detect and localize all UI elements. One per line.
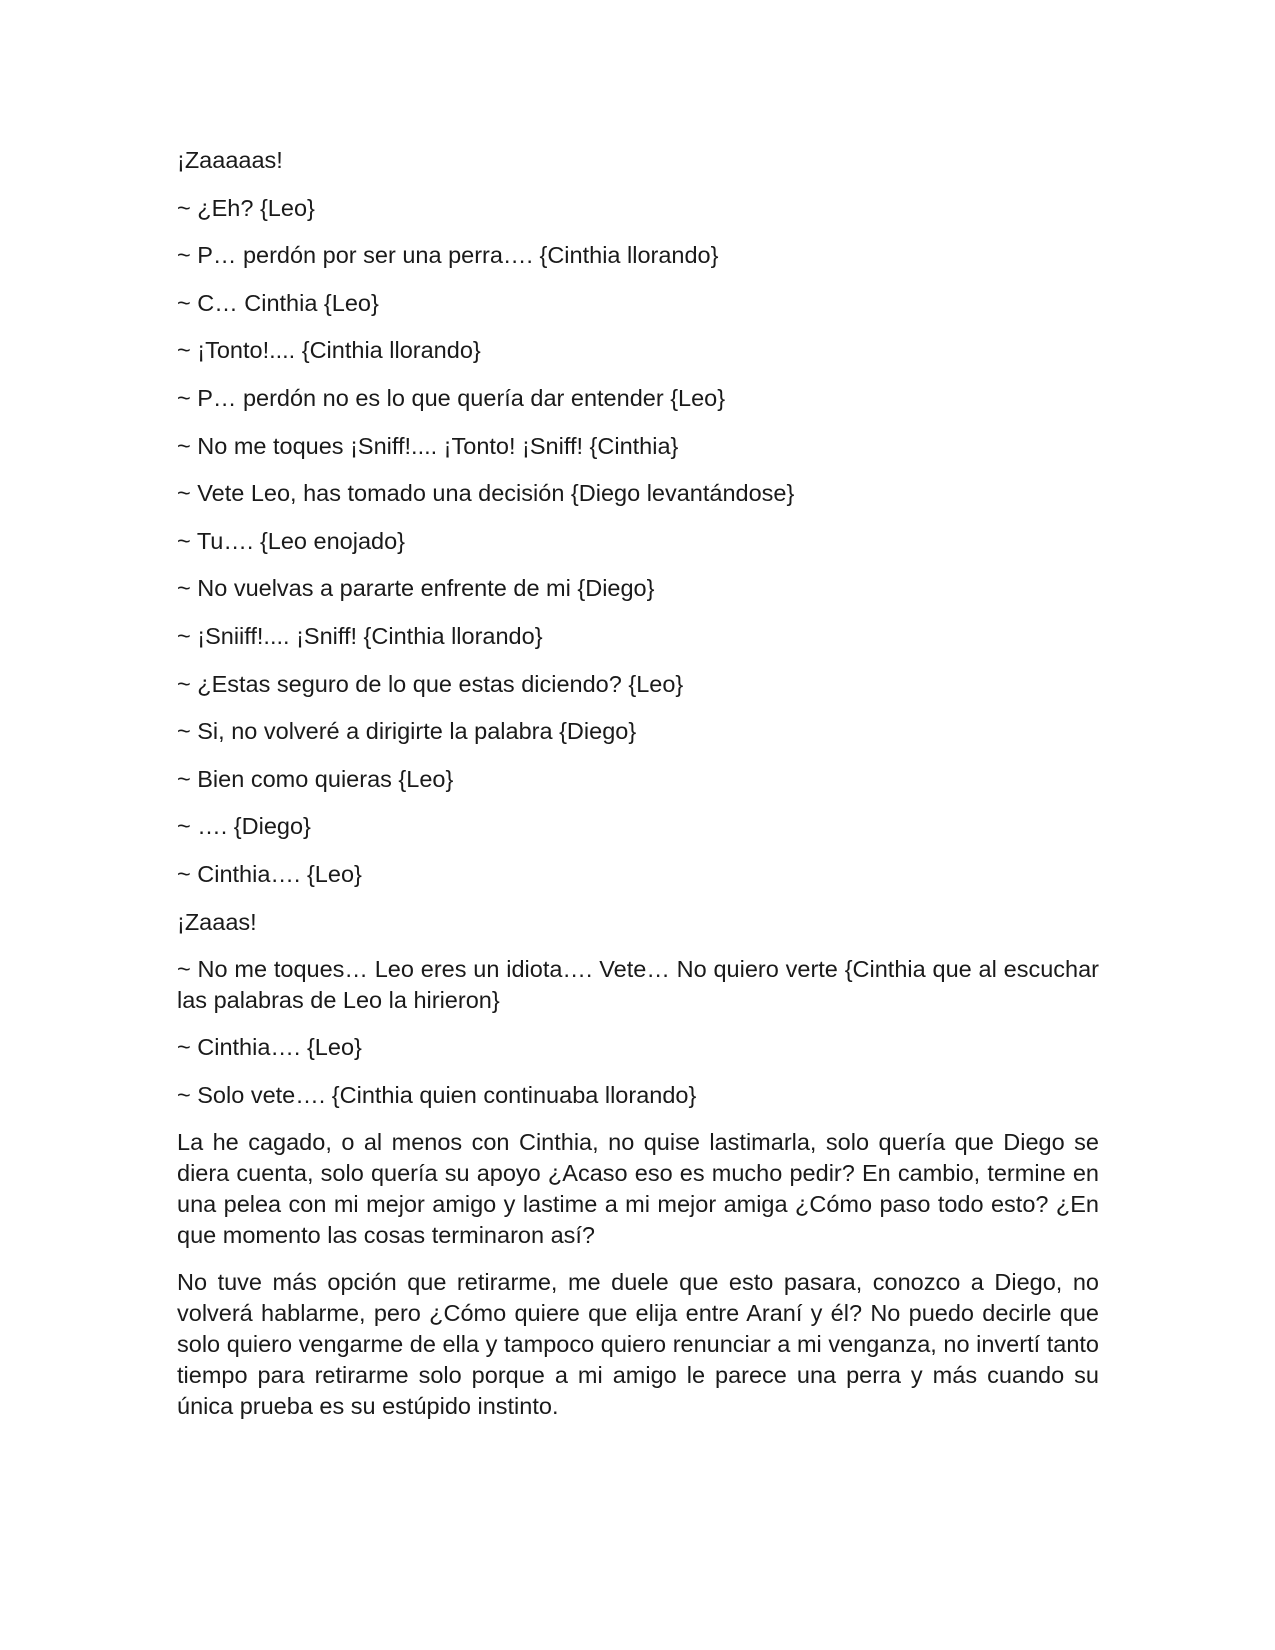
dialogue-line: ~ No vuelvas a pararte enfrente de mi {Diego}	[177, 575, 655, 602]
dialogue-line: ~ Tu…. {Leo enojado}	[177, 527, 406, 554]
dialogue-line: ~ No me toques ¡Sniff!.... ¡Tonto! ¡Sniff! {Cinthia}	[177, 432, 679, 459]
dialogue-line: ~ Solo vete…. {Cinthia quien continuaba llorando}	[177, 1081, 697, 1108]
dialogue-line: ~ Bien como quieras {Leo}	[177, 765, 454, 792]
dialogue-line: ~ Si, no volveré a dirigirte la palabra {Diego}	[177, 718, 637, 745]
dialogue-line: ~ Vete Leo, has tomado una decisión {Diego levantándose}	[177, 480, 795, 507]
dialogue-line: ~ ¿Estas seguro de lo que estas diciendo? {Leo}	[177, 670, 684, 697]
dialogue-line: ~ P… perdón no es lo que quería dar entender {Leo}	[177, 384, 726, 411]
document-body	[177, 145, 1099, 1438]
text-line: ¡Zaaas!	[177, 908, 257, 935]
dialogue-line: ~ ¿Eh? {Leo}	[177, 194, 315, 221]
text-line: ¡Zaaaaas!	[177, 147, 283, 173]
narrative-paragraph: La he cagado, o al menos con Cinthia, no quise lastimarla, solo quería que Diego se diera cuenta, solo quería su apoyo ¿Acaso eso es mucho pedir? En cambio, termine en una pelea con mi mejor amigo y lastime a mi mejor amiga ¿Cómo paso todo esto? ¿En que momento las cosas terminaron así?	[177, 1129, 1099, 1249]
dialogue-line: ~ …. {Diego}	[177, 813, 311, 840]
dialogue-line: ~ ¡Tonto!.... {Cinthia llorando}	[177, 337, 481, 364]
dialogue-block: ~ No me toques… Leo eres un idiota…. Vete… No quiero verte {Cinthia que al escuchar las palabras de Leo la hirieron}	[177, 956, 1099, 1014]
narrative-paragraph: No tuve más opción que retirarme, me duele que esto pasara, conozco a Diego, no volverá hablarme, pero ¿Cómo quiere que elija entre Araní y él? No puedo decirle que solo quiero vengarme de ella y tampoco quiero renunciar a mi venganza, no invertí tanto tiempo para retirarme solo porque a mi amigo le parece una perra y más cuando su única prueba es su estúpido instinto.	[177, 1269, 1099, 1420]
dialogue-line: ~ Cinthia…. {Leo}	[177, 1034, 362, 1061]
dialogue-line: ~ Cinthia…. {Leo}	[177, 860, 362, 887]
dialogue-line: ~ P… perdón por ser una perra…. {Cinthia llorando}	[177, 242, 719, 269]
dialogue-line: ~ C… Cinthia {Leo}	[177, 289, 379, 316]
dialogue-line: ~ ¡Sniiff!.... ¡Sniff! {Cinthia llorando}	[177, 622, 543, 649]
